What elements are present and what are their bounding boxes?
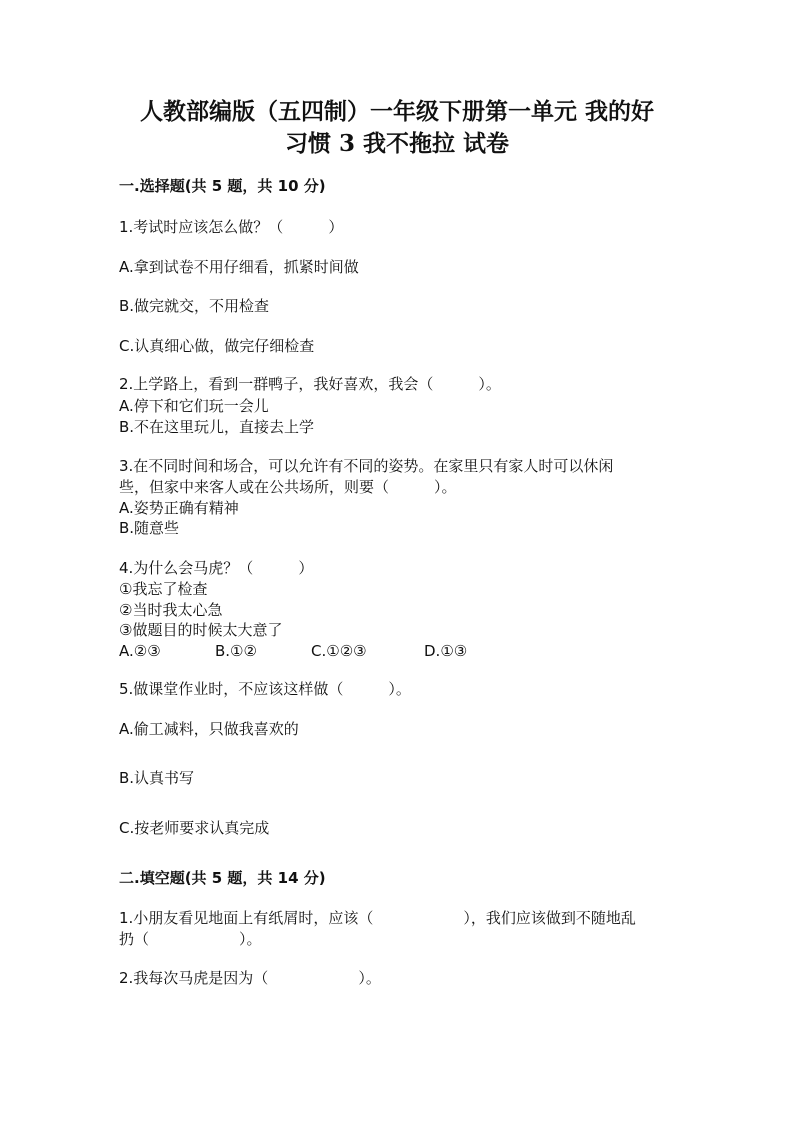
question-3-option-b: B.随意些	[119, 519, 180, 537]
question-3-option-a: A.姿势正确有精神	[119, 499, 239, 517]
question-3-stem-line-2: 些，但家中来客人或在公共场所，则要（ ）。	[119, 478, 457, 496]
question-2-option-a: A.停下和它们玩一会儿	[119, 397, 269, 415]
question-1-option-c: C.认真细心做，做完仔细检查	[119, 337, 315, 355]
section-heading-fill: 二.填空题(共 5 题，共 14 分)	[119, 869, 326, 887]
fill-question-1-line-2: 扔（ ）。	[119, 930, 262, 948]
fill-question-2-stem: 2.我每次马虎是因为（ ）。	[119, 969, 381, 987]
question-5-option-c: C.按老师要求认真完成	[119, 819, 270, 837]
section-heading-choice: 一.选择题(共 5 题，共 10 分)	[119, 177, 326, 195]
question-5-option-b: B.认真书写	[119, 769, 195, 787]
question-4-item-3: ③做题目的时候太大意了	[119, 621, 283, 639]
question-1-option-a: A.拿到试卷不用仔细看，抓紧时间做	[119, 258, 359, 276]
question-4-option-d: D.①③	[424, 642, 468, 660]
question-1-option-b: B.做完就交，不用检查	[119, 297, 270, 315]
question-4-options	[119, 641, 679, 661]
question-3-stem-line-1: 3.在不同时间和场合，可以允许有不同的姿势。在家里只有家人时可以休闲	[119, 457, 614, 475]
question-2-stem: 2.上学路上，看到一群鸭子，我好喜欢，我会（ ）。	[119, 375, 501, 393]
exam-title-line-2: 习惯 3 我不拖拉 试卷	[284, 130, 510, 157]
question-5-option-a: A.偷工减料，只做我喜欢的	[119, 720, 299, 738]
question-4-stem: 4.为什么会马虎？（ ）	[119, 559, 314, 577]
question-4-option-b: B.①②	[215, 642, 257, 660]
question-5-stem: 5.做课堂作业时，不应该这样做（ ）。	[119, 680, 411, 698]
question-1-stem: 1.考试时应该怎么做？（ ）	[119, 218, 344, 236]
exam-title-line-1: 人教部编版（五四制）一年级下册第一单元 我的好	[139, 98, 654, 125]
question-2-option-b: B.不在这里玩儿，直接去上学	[119, 418, 315, 436]
question-4-item-2: ②当时我太心急	[119, 601, 223, 619]
fill-question-1-line-1: 1.小朋友看见地面上有纸屑时，应该（ ），我们应该做到不随地乱	[119, 909, 636, 927]
question-4-option-a: A.②③	[119, 642, 161, 660]
question-4-item-1: ①我忘了检查	[119, 580, 208, 598]
question-4-option-c: C.①②③	[311, 642, 367, 660]
